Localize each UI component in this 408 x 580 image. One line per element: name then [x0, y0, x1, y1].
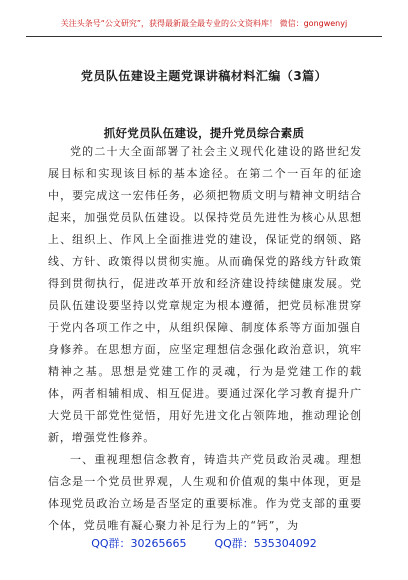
header-divider	[26, 36, 382, 37]
document-title: 党员队伍建设主题党课讲稿材料汇编（3篇）	[80, 69, 328, 83]
section-title: 抓好党员队伍建设，提升党员综合素质	[103, 126, 305, 140]
body-paragraph: 党的二十大全面部署了社会主义现代化建设的路世纪发展目标和实现该目标的基本途径。在第二个一百年的征途中，要完成这一宏伟任务，必须把物质文明与精神文明结合起来，加强党员队伍建设。以保持党员先进性为核心从思想上、组织上、作风上全面推进党的建设，保证党的纲领、路线、方针、政策得以贯彻实施。从而确保党的路线方针政策得到贯彻执行，促进改革开放和经济建设持续健康发展。党员队伍建设要坚持以党章规定为根本遵循，把党员标准贯穿于党内各项工作之中，从组织保障、制度体系等方面加强自身修养。在思想方面，应坚定理想信念强化政治意识，筑牢精神之基。思想是党建工作的灵魂，行为是党建工作的载体，两者相辅相成、相互促进。要通过深化学习教育提升广大党员干部党性觉悟，用好先进文化占领阵地，推动理论创新，增强党性修养。	[48, 145, 362, 444]
qq-group-footer: QQ群：30265665 QQ群：535304092	[91, 537, 317, 550]
promo-banner: 关注头条号“公文研究”，获得最新最全最专业的公文资料库！ 微信：gongwenyj	[60, 19, 348, 28]
document-body	[48, 141, 362, 537]
body-paragraph: 一、重视理想信念教育，铸造共产党员政治灵魂。理想信念是一个党员世界观，人生观和价值观的集中体现，更是体现党员政治立场是否坚定的重要标准。作为党支部的重要个体，党员唯有凝心聚力补足行为上的“钙”，为	[48, 453, 362, 532]
